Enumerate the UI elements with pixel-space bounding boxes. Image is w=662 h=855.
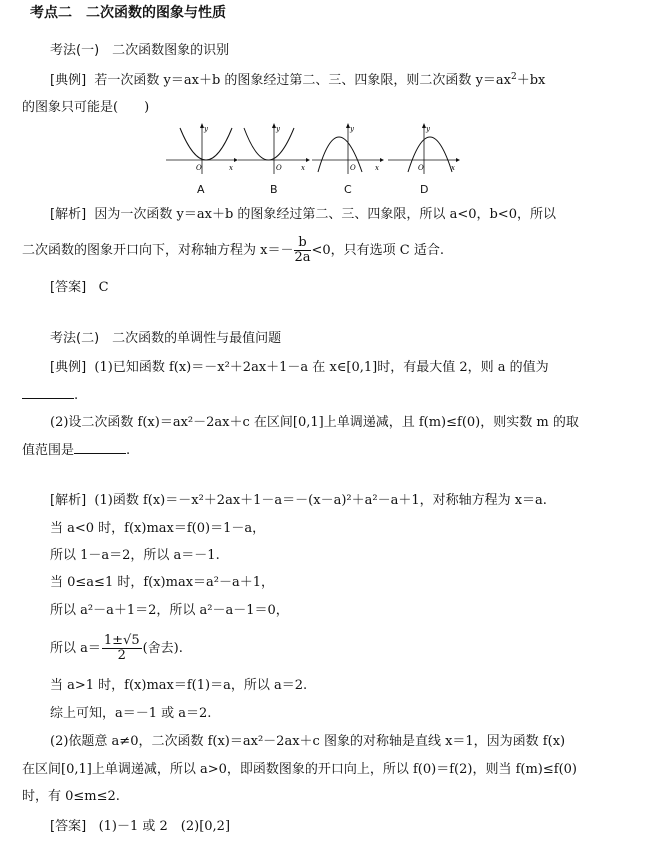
method1-analysis-line1 bbox=[50, 206, 556, 224]
fraction-numerator: 1±√5 bbox=[103, 633, 140, 648]
svg-text:x: x bbox=[229, 164, 233, 172]
svg-text:x: x bbox=[375, 164, 379, 172]
solution-fraction bbox=[102, 634, 142, 663]
answer-value: C bbox=[98, 280, 109, 295]
solution-line: 所以 1－a＝2，所以 a＝－1. bbox=[50, 548, 220, 563]
solution-line: 当 a<0 时，f(x)max＝f(0)＝1－a， bbox=[50, 521, 266, 536]
method1-answer bbox=[50, 279, 109, 297]
solution-line: 在区间[0,1]上单调递减，所以 a>0，即函数图象的开口向上，所以 f(0)＝f(2)，则当 f(m)≤f(0) bbox=[22, 762, 577, 777]
solution-line: 所以 a²－a＋1＝2，所以 a²－a－1＝0， bbox=[50, 603, 289, 618]
svg-text:y: y bbox=[350, 125, 354, 133]
analysis-text: 因为一次函数 y＝ax＋b 的图象经过第二、三、四象限，所以 a<0，b<0，所以 bbox=[94, 207, 556, 222]
solution-line: (1)函数 f(x)＝－x²＋2ax＋1－a＝－(x－a)²＋a²－a＋1，对称轴方程为 x＝a. bbox=[94, 493, 547, 508]
method2-analysis-line1 bbox=[50, 492, 547, 510]
option-label-a: A bbox=[197, 183, 205, 196]
example-text-tail: ＋bx bbox=[516, 73, 546, 88]
option-label-b: B bbox=[270, 183, 278, 196]
svg-text:x: x bbox=[301, 164, 305, 172]
analysis-text-pre: 二次函数的图象开口向下，对称轴方程为 x＝－ bbox=[22, 243, 294, 258]
solution-fraction-line bbox=[50, 634, 183, 663]
method2-q1 bbox=[50, 359, 549, 377]
question-2-end: . bbox=[126, 443, 131, 458]
fraction-numerator: b bbox=[294, 236, 310, 251]
method1-example-line1: [典例] 若一次函数 y＝ax＋b 的图象经过第二、三、四象限，则二次函数 $y=ax^2+bx$ bbox=[50, 72, 546, 88]
graph-option-a bbox=[166, 122, 238, 174]
solution-frac-post: (舍去). bbox=[142, 641, 183, 656]
svg-text:O: O bbox=[418, 164, 424, 172]
option-label-d: D bbox=[420, 183, 429, 196]
solution-line: (2)依题意 a≠0，二次函数 f(x)＝ax²－2ax＋c 图象的对称轴是直线 x＝1，因为函数 f(x) bbox=[50, 734, 566, 749]
question-1-end: . bbox=[74, 388, 79, 403]
svg-text:O: O bbox=[276, 164, 282, 172]
solution-line: 综上可知，a＝－1 或 a＝2. bbox=[50, 706, 212, 721]
section-title: 考点二 二次函数的图象与性质 bbox=[30, 5, 226, 21]
svg-text:O: O bbox=[350, 164, 356, 172]
question-1-text: (1)已知函数 f(x)＝－x²＋2ax＋1－a 在 x∈[0,1]时，有最大值 2，则 a 的值为 bbox=[94, 360, 549, 375]
svg-text:y: y bbox=[276, 125, 280, 133]
method2-q2-cont bbox=[22, 441, 130, 460]
graph-option-d bbox=[388, 122, 460, 174]
answer-value-2: (1)－1 或 2 (2)[0,2] bbox=[98, 819, 231, 834]
fraction-denominator: 2 bbox=[117, 648, 126, 663]
svg-text:y: y bbox=[204, 125, 208, 133]
solution-frac-pre: 所以 a＝ bbox=[50, 641, 101, 656]
example-tag-2: [典例] bbox=[50, 360, 87, 375]
fraction-denominator: 2a bbox=[294, 250, 311, 265]
method1-heading: 考法(一) 二次函数图象的识别 bbox=[50, 43, 230, 58]
svg-text:x: x bbox=[451, 164, 455, 172]
method1-example-line2: 的图象只可能是( ) bbox=[22, 100, 150, 115]
graph-option-c bbox=[312, 122, 384, 174]
example-text: 若一次函数 y＝ax＋b 的图象经过第二、三、四象限，则二次函数 y＝ax bbox=[94, 73, 511, 88]
analysis-tag-2: [解析] bbox=[50, 493, 87, 508]
analysis-text-post: <0，只有选项 C 适合. bbox=[311, 243, 445, 258]
method2-q2: (2)设二次函数 f(x)＝ax²－2ax＋c 在区间[0,1]上单调递减，且 f(m)≤f(0)，则实数 m 的取 bbox=[50, 415, 579, 430]
question-2-cont: 值范围是 bbox=[22, 443, 75, 458]
svg-text:O: O bbox=[196, 164, 202, 172]
answer-blank-1[interactable] bbox=[22, 386, 74, 399]
solution-line: 当 0≤a≤1 时，f(x)max＝a²－a＋1， bbox=[50, 575, 275, 590]
method1-analysis-line2 bbox=[22, 236, 444, 265]
answer-tag: [答案] bbox=[50, 280, 87, 295]
example-tag: [典例] bbox=[50, 73, 87, 88]
graph-option-b bbox=[238, 122, 310, 174]
analysis-fraction bbox=[294, 236, 310, 265]
method2-answer bbox=[50, 818, 230, 836]
answer-tag-2: [答案] bbox=[50, 819, 87, 834]
solution-line: 当 a>1 时，f(x)max＝f(1)＝a，所以 a＝2. bbox=[50, 678, 308, 693]
svg-text:y: y bbox=[426, 125, 430, 133]
method2-heading: 考法(二) 二次函数的单调性与最值问题 bbox=[50, 331, 282, 346]
analysis-tag: [解析] bbox=[50, 207, 87, 222]
answer-blank-2[interactable] bbox=[74, 441, 126, 454]
method2-q1-blank-line bbox=[22, 386, 78, 405]
solution-line: 时，有 0≤m≤2. bbox=[22, 789, 120, 804]
option-label-c: C bbox=[344, 183, 352, 196]
